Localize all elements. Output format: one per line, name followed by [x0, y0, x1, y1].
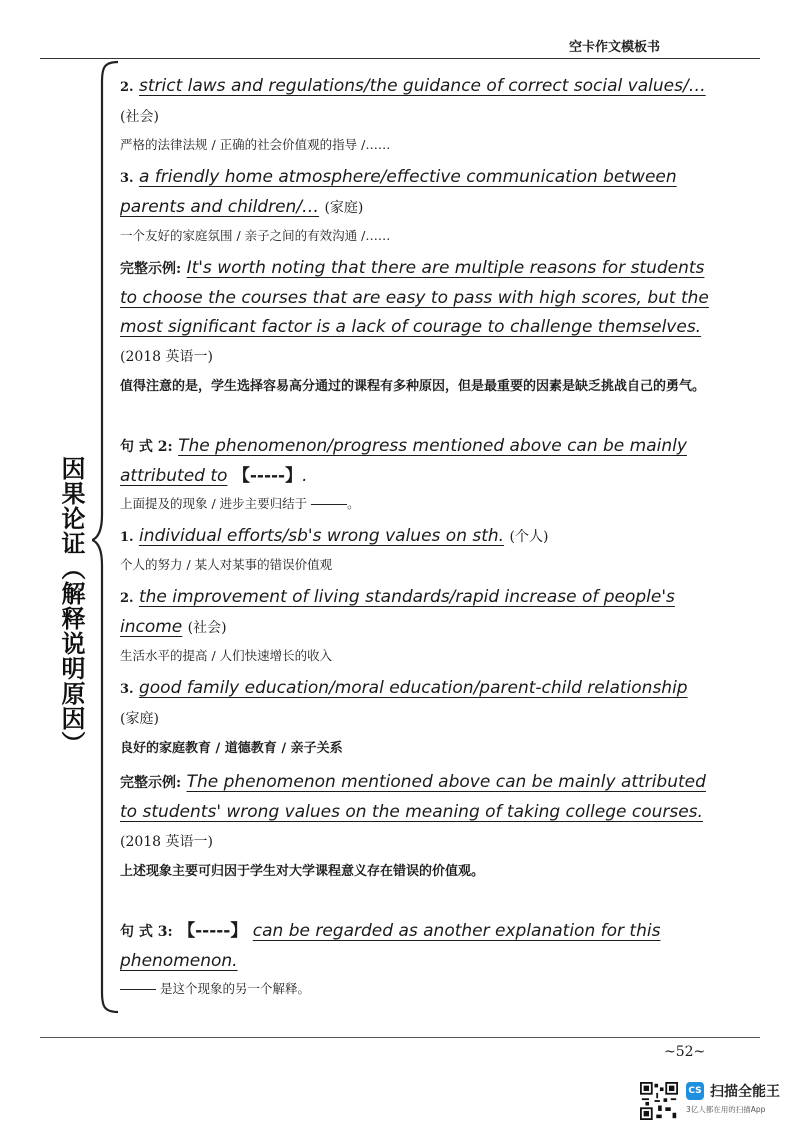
source-tag: (2018 英语一)	[120, 834, 214, 850]
english-phrase: a friendly home atmosphere/effective communication between parents and children/…	[120, 167, 677, 217]
example-sentence: The phenomenon mentioned above can be mainly attributed to students' wrong values on the meaning of taking college courses.	[120, 772, 706, 822]
page-number: ~52~	[664, 1044, 706, 1060]
blank-line	[120, 989, 156, 990]
fill-in-slot: 【-----】	[178, 921, 248, 941]
blank-line	[311, 504, 347, 505]
pattern-sentence: can be regarded as another explanation for this phenomenon.	[120, 921, 661, 971]
category-tag: (家庭)	[324, 200, 364, 216]
pattern-2-chinese	[120, 494, 710, 514]
item-3-chinese: 一个友好的家庭氛围 / 亲子之间的有效沟通 /……	[120, 228, 391, 243]
pattern-2-item-3-chinese: 良好的家庭教育 / 道德教育 / 亲子关系	[120, 741, 343, 756]
pattern-label: 句 式 3:	[120, 924, 173, 940]
english-phrase: individual efforts/sb's wrong values on sth.	[138, 526, 505, 546]
pattern-2-item-2-english	[120, 583, 710, 643]
source-tag: (2018 英语一)	[120, 349, 214, 365]
header-rule	[40, 58, 760, 59]
section-gap	[120, 406, 710, 432]
item-number: 2.	[120, 591, 134, 606]
scanner-app-tagline: 3亿人都在用的扫描App	[686, 1105, 766, 1114]
pattern-2-item-1-english	[120, 522, 710, 552]
pattern-2-english	[120, 432, 710, 491]
item-number: 3.	[120, 682, 134, 697]
category-tag: (社会)	[120, 109, 159, 125]
item-number: 2.	[120, 80, 134, 95]
content-area	[120, 72, 710, 1007]
example-label: 完整示例:	[120, 261, 182, 277]
category-tag: (家庭)	[120, 711, 159, 727]
sentence-end: .	[302, 466, 308, 486]
item-number: 3.	[120, 171, 134, 186]
fill-in-slot: 【-----】	[232, 466, 303, 486]
pattern-2-item-2-chinese: 生活水平的提高 / 人们快速增长的收入	[120, 648, 333, 663]
example-2-chinese: 上述现象主要可归因于学生对大学课程意义存在错误的价值观。	[120, 864, 485, 879]
example-sentence: It's worth noting that there are multiple reasons for students to choose the courses that are easy to pass with high scores, but the most significant factor is a lack of courage to challenge themselves.	[120, 258, 709, 337]
category-tag: (社会)	[187, 620, 227, 636]
page-header-title: 空卡作文模板书	[568, 40, 660, 55]
pattern-label: 句 式 2:	[120, 439, 173, 455]
scanner-app-name: 扫描全能王	[710, 1084, 780, 1100]
english-phrase: the improvement of living standards/rapid increase of people's income	[120, 587, 675, 637]
chinese-text: 是这个现象的另一个解释。	[159, 981, 310, 996]
category-tag: (个人)	[509, 529, 549, 545]
chinese-end: 。	[347, 496, 360, 511]
item-2-english	[120, 72, 710, 132]
english-phrase: strict laws and regulations/the guidance of correct social values/…	[138, 76, 706, 96]
scanner-logo-icon: CS	[686, 1082, 704, 1100]
item-number: 1.	[120, 530, 134, 545]
example-1-chinese: 值得注意的是，学生选择容易高分通过的课程有多种原因，但是最重要的因素是缺乏挑战自己的勇气。	[120, 379, 706, 394]
item-2-chinese: 严格的法律法规 / 正确的社会价值观的指导 /……	[120, 137, 391, 152]
example-label: 完整示例:	[120, 775, 182, 791]
section-gap	[120, 891, 710, 917]
pattern-2-item-3-english	[120, 674, 710, 734]
qr-code-icon	[640, 1082, 678, 1120]
chinese-text: 上面提及的现象 / 进步主要归结于	[120, 496, 308, 511]
english-phrase: good family education/moral education/parent-child relationship	[138, 678, 688, 698]
pattern-2-item-1-chinese: 个人的努力 / 某人对某事的错误价值观	[120, 557, 333, 572]
pattern-sentence: The phenomenon/progress mentioned above can be mainly attributed to	[120, 436, 687, 486]
example-2-english	[120, 768, 710, 857]
pattern-3-chinese	[120, 979, 710, 999]
item-3-english	[120, 163, 710, 223]
pattern-3-english	[120, 917, 710, 976]
example-1-english	[120, 254, 710, 372]
side-label-causal-argument: 因果论证（解释说明原因）	[57, 456, 86, 756]
footer-rule	[40, 1037, 760, 1038]
